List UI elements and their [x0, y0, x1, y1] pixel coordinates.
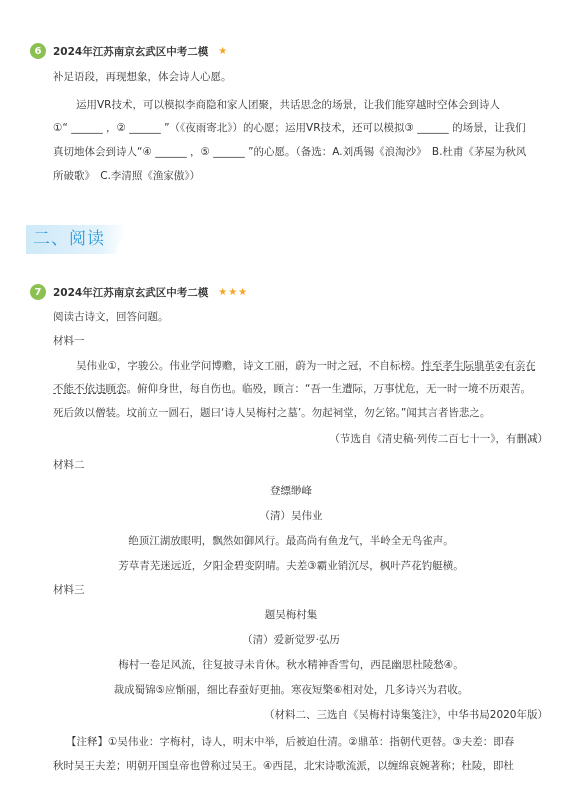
annotation-line: 秋时吴王夫差；明朝开国皇帝也曾称过吴王。④西昆，北宋诗歌流派，以缠绵哀婉著称；杜陵，即杜 [53, 760, 514, 772]
poem-line: 绝顶江湖放眼明，飘然如御风行。最高尚有鱼龙气，半岭全无鸟雀声。 [128, 535, 454, 547]
question-text-line: 所破歌》 C.李清照《渔家傲》） [53, 170, 201, 182]
poem-author: （清）吴伟业 [259, 510, 323, 522]
question-7-header [30, 283, 248, 301]
difficulty-stars: ★ [218, 45, 229, 57]
passage-source: （节选自《清史稿·列传二百七十一》，有删减） [329, 433, 548, 445]
difficulty-stars: ★★★ [218, 286, 249, 298]
poem-line: 芳草青芜迷远近，夕阳金碧变阴晴。夫差③霸业销沉尽，枫叶芦花钓艇横。 [118, 560, 464, 572]
poem-title: 登缥缈峰 [270, 485, 312, 497]
question-number-badge: 7 [30, 284, 46, 300]
annotation-line: 【注释】①吴伟业：字梅村，诗人，明末中举，后被迫仕清。②鼎革：指朝代更替。③夫差：即春 [66, 736, 515, 748]
question-6-header [30, 42, 228, 60]
material-label: 材料三 [53, 584, 85, 596]
passage-line [76, 358, 536, 374]
poem-author: （清）爱新觉罗·弘历 [242, 634, 340, 646]
question-source-title: 2024年江苏南京玄武区中考二模 [53, 45, 209, 58]
underlined-sentence: 性至孝生际鼎革②有亲在 [421, 360, 536, 372]
passage-line: 死后敛以僧装。坟前立一圆石，题曰‘诗人吴梅村之墓’。勿起祠堂，勿乞铭。”闻其言者皆悲之。 [53, 407, 491, 419]
question-text-line: 真切地体会到诗人“④ ______ ，⑤ ______ ”的心愿。（备选：A.刘禹锡《浪淘沙》 B.杜甫《茅屋为秋风 [53, 146, 527, 158]
poem-line: 梅村一卷足风流，往复披寻未肯休。秋水精神香雪句，西昆幽思杜陵愁④。 [118, 659, 464, 671]
section-heading: 二、阅读 [33, 229, 105, 249]
question-number-badge: 6 [30, 43, 46, 59]
question-instruction: 阅读古诗文，回答问题。 [53, 311, 169, 323]
poem-line: 裁成蜀锦⑤应惭丽，细比春蚕好更抽。寒夜短檠⑥相对处，几多诗兴为君收。 [113, 684, 469, 696]
question-source-title: 2024年江苏南京玄武区中考二模 [53, 286, 209, 299]
underlined-sentence: 不能不依违顾恋 [53, 383, 127, 395]
passage-text: 吴伟业①，字骏公。伟业学问博赡，诗文工丽，蔚为一时之冠，不自标榜。 [76, 360, 422, 372]
material-label: 材料一 [53, 335, 85, 347]
material-label: 材料二 [53, 459, 85, 471]
question-text-line: ①“ ______ ，② ______ ”（《夜雨寄北》）的心愿；运用VR技术，还可以模拟③ ______ 的场景，让我们 [53, 122, 526, 134]
poem-title: 题吴梅村集 [264, 609, 318, 621]
passage-line [53, 381, 531, 397]
question-text-line: 运用VR技术，可以模拟李商隐和家人团聚，共话思念的场景，让我们能穿越时空体会到诗人 [76, 99, 500, 111]
question-instruction: 补足语段，再现想象，体会诗人心愿。 [53, 71, 232, 83]
passage-text: 。俯仰身世，每自伤也。临殁，顾言：“吾一生遭际，万事忧危，无一时一境不历艰苦。 [126, 383, 531, 395]
poem-source: （材料二、三选自《吴梅村诗集笺注》，中华书局2020年版） [264, 709, 548, 721]
